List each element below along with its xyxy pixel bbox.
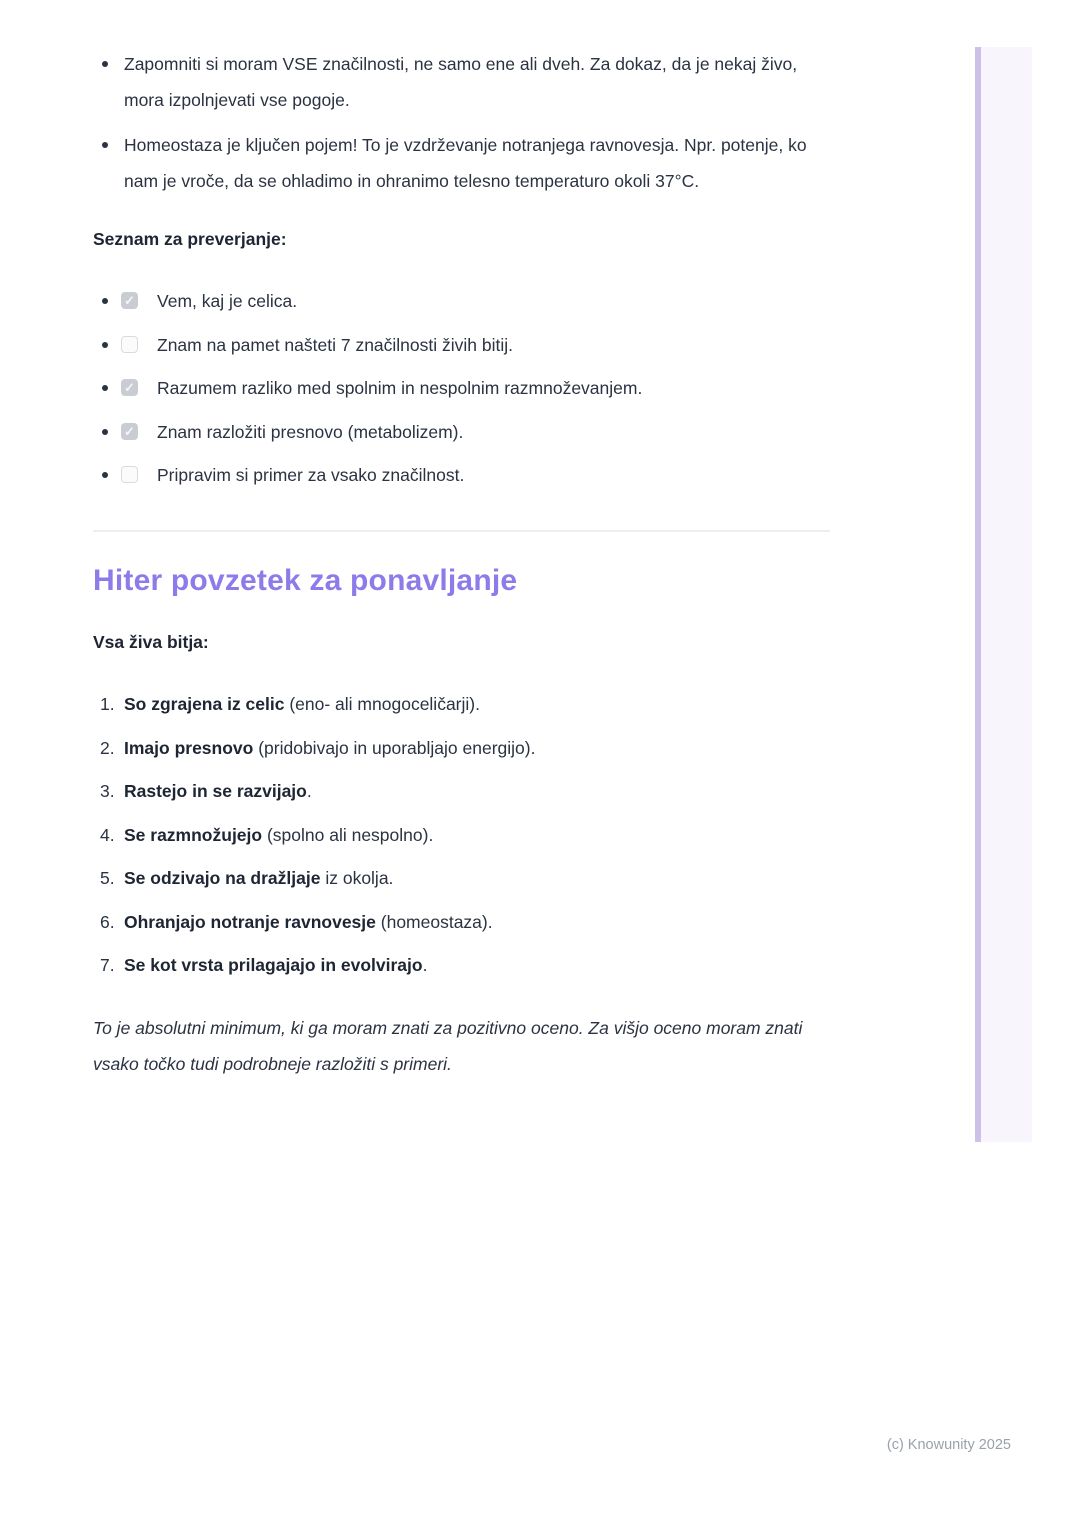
checklist-item-label: Znam na pamet našteti 7 značilnosti živih bitij. [157, 334, 513, 355]
list-number: 1. [100, 694, 115, 714]
checklist-item [93, 414, 830, 450]
checklist-title: Seznam za preverjanje: [93, 229, 287, 249]
list-number: 4. [100, 824, 115, 845]
page-edge-strip [975, 47, 1032, 1142]
summary-item-rest: . [422, 955, 428, 975]
bullet-icon [102, 342, 108, 348]
checklist-item-label: Pripravim si primer za vsako značilnost. [157, 465, 465, 485]
summary-item-bold: Ohranjajo notranje ravnovesje [124, 911, 376, 932]
bullet-icon [102, 472, 108, 478]
summary-item [93, 817, 830, 853]
summary-item-rest: (pridobivajo in uporabljajo energijo). [253, 737, 536, 758]
summary-heading: Hiter povzetek za ponavljanje [93, 564, 518, 597]
bullet-icon [102, 385, 108, 391]
summary-item-rest: (homeostaza). [375, 911, 493, 932]
summary-item [93, 860, 830, 896]
bullet-icon [102, 298, 108, 304]
summary-item-bold: Imajo presnovo [124, 737, 254, 758]
bullet-icon [102, 429, 108, 435]
list-item-text: Zapomniti si moram VSE značilnosti, ne samo ene ali dveh. Za dokaz, da je nekaj živo, mora izpolnjevati vse pogoje. [124, 54, 798, 110]
bullet-icon [102, 61, 108, 67]
intro-bullet-list [93, 46, 830, 199]
checklist-item-label: Razumem razliko med spolnim in nespolnim razmnoževanjem. [157, 378, 643, 398]
summary-item-bold: Se odzivajo na dražljaje [124, 868, 321, 888]
list-number: 2. [100, 737, 115, 758]
list-item [93, 127, 830, 199]
list-number: 3. [100, 781, 115, 801]
checklist-item-label: Znam razložiti presnovo (metabolizem). [157, 421, 464, 442]
list-item [93, 46, 830, 118]
bullet-icon [102, 142, 108, 148]
summary-intro: Vsa živa bitja: [93, 632, 209, 652]
summary-item [93, 947, 830, 983]
summary-list [93, 686, 830, 983]
checklist-item [93, 283, 830, 319]
copyright-footer: (c) Knowunity 2025 [886, 1437, 1011, 1453]
list-item-text: Homeostaza je ključen pojem! To je vzdrževanje notranjega ravnovesja. Npr. potenje, ko nam je vroče, da se ohladimo in ohranimo telesno temperaturo okoli 37°C. [124, 135, 807, 191]
summary-item-rest: iz okolja. [320, 868, 394, 888]
checkbox[interactable] [121, 466, 138, 483]
checklist-item-label: Vem, kaj je celica. [157, 291, 298, 311]
summary-item [93, 686, 830, 722]
checklist-item [93, 457, 830, 493]
checkbox[interactable] [121, 423, 138, 440]
checklist-item [93, 370, 830, 406]
minimum-note: To je absolutni minimum, ki ga moram znati za pozitivno oceno. Za višjo oceno moram znati vsako točko tudi podrobneje razložiti s primeri. [93, 1018, 803, 1074]
summary-item-rest: (eno- ali mnogoceličarji). [284, 694, 480, 714]
section-divider [93, 530, 830, 532]
summary-item [93, 773, 830, 809]
checklist-item [93, 327, 830, 363]
checkbox[interactable] [121, 379, 138, 396]
checkbox[interactable] [121, 336, 138, 353]
list-number: 5. [100, 868, 115, 888]
list-number: 7. [100, 955, 115, 975]
summary-item-bold: Rastejo in se razvijajo [124, 781, 307, 801]
summary-item-bold: So zgrajena iz celic [124, 694, 285, 714]
checkbox[interactable] [121, 292, 138, 309]
list-number: 6. [100, 911, 115, 932]
summary-item-bold: Se kot vrsta prilagajajo in evolvirajo [124, 955, 423, 975]
summary-item-rest: . [306, 781, 312, 801]
notes-content [93, 46, 830, 1082]
summary-item [93, 904, 830, 940]
summary-item-rest: (spolno ali nespolno). [262, 824, 434, 845]
summary-item-bold: Se razmnožujejo [124, 824, 263, 845]
checklist [93, 283, 830, 493]
summary-item [93, 730, 830, 766]
